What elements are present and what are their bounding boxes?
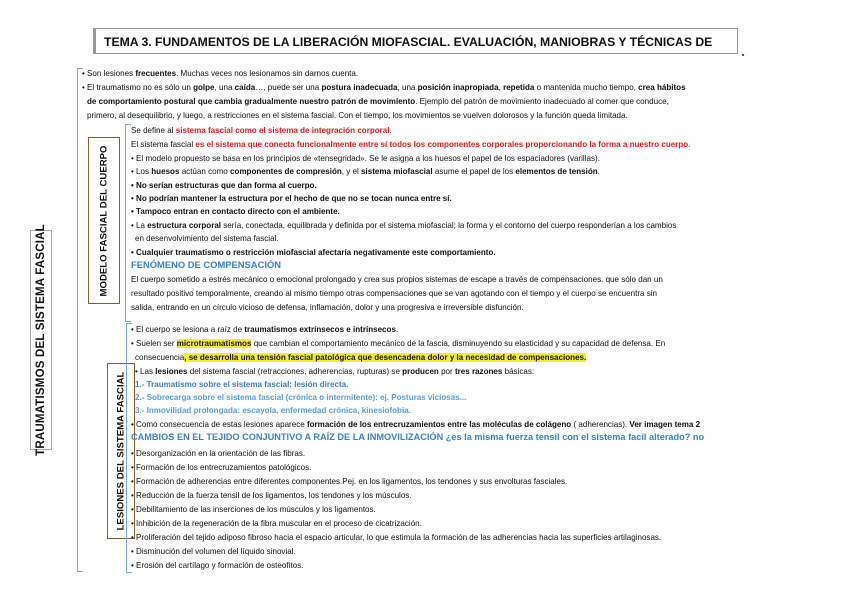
- lesions-line-8: • Como consecuencia de estas lesiones aparece formación de los entrecruzamientos entre las moléculas de colágeno ( adherencias). Ver imagen tema 2: [131, 420, 701, 429]
- side-label-box: [30, 224, 52, 456]
- lesions-line-3: consecuencia, se desarrolla una tensión fascial patológica que desencadena dolor y la necesidad de compensaciones.: [135, 353, 587, 362]
- model-section-label: MODELO FASCIAL DEL CUERPO: [98, 144, 110, 297]
- intro-line-1: • Son lesiones frecuentes. Muchas veces nos lesionamos sin darnos cuenta.: [82, 69, 359, 78]
- model-line-10: • Cualquier traumatismo o restricción miofascial afectaría negativamente este comportamiento.: [131, 248, 496, 257]
- change-item-4: • Reducción de la fuerza tensil de los ligamentos, los tendones y los músculos.: [131, 491, 412, 500]
- lesions-section-label: LESIONES DEL SISTEMA FASCIAL: [115, 371, 127, 531]
- model-section-label-box: [88, 137, 120, 304]
- compensation-heading: FENÓMENO DE COMPENSACIÓN: [131, 259, 282, 270]
- change-item-2: • Formación de los entrecruzamientos patológicos.: [131, 463, 312, 472]
- model-line-6: • No podrían mantener la estructura por el hecho de que no se tocan nunca entre sí.: [131, 194, 452, 203]
- changes-heading: CAMBIOS EN EL TEJIDO CONJUNTIVO A RAÍZ DE LA INMOVILIZACIÓN ¿es la misma fuerza tensil con el sistema facil alterado? no: [131, 432, 705, 442]
- model-line-14: salida, entrando en un círculo vicioso de defensa, inflamación, dolor y una progresiva e irreversible disfunción.: [131, 303, 524, 312]
- model-line-5: • No serían estructuras que dan forma al cuerpo.: [131, 181, 317, 190]
- change-item-8: • Disminución del volumen del líquido sinovial.: [131, 547, 296, 556]
- side-label: TRAUMATISMOS DEL SISTEMA FASCIAL: [35, 224, 47, 456]
- model-line-2: El sistema fascial es el sistema que conecta funcionalmente entre sí todos los componentes corporales proporcionando la forma a nuestro cuerpo.: [131, 140, 691, 149]
- intro-line-4: primero, al desequilibrio, y luego, a restricciones en el sistema fascial. Con el tiempo, los movimientos se vuelven dolorosos y la función queda limitada.: [87, 111, 628, 120]
- model-line-13: resultado positivo temporalmente, creando al mismo tiempo otras compensaciones que se van agotando con el tiempo y el cuerpo se encuentra sin: [131, 289, 658, 298]
- outer-brace: [77, 68, 83, 572]
- change-item-3: • Formación de adherencias entre diferentes componentes.Pej. en los ligamentos, los tendones y sus envolturas fasciales.: [131, 477, 568, 486]
- reason-1: 1.- Traumatismo sobre el sistema fascial: lesión directa.: [135, 380, 349, 389]
- model-line-8: • La estructura corporal sería, conectada, equilibrada y definida por el sistema miofascial; la forma y el contorno del cuerpo responderían a los cambios: [131, 221, 677, 230]
- reason-3: 3.- Inmovilidad prolongada: escayola, enfermedad crónica, kinesiofobia.: [135, 406, 411, 415]
- change-item-7: • Proliferación del tejido adiposo fibroso hacia el espacio articular, lo que estimula la formación de las adherencias hacia las superficies artilaginosas.: [131, 533, 662, 542]
- intro-line-2: • El traumatismo no es sólo un golpe, una caída…, puede ser una postura inadecuada, una posición inapropiada, repetida o mantenida mucho tiempo, crea hábitos: [82, 83, 686, 92]
- lesions-line-2: • Suelen ser microtraumatismos que cambian el comportamiento mecánico de la fascia, disminuyendo su elasticidad y su capacidad de defensa. En: [131, 339, 666, 348]
- change-item-6: • Inhibición de la regeneración de la fibra muscular en el proceso de cicatrización.: [131, 519, 422, 528]
- lesions-line-4: • Las lesiones del sistema fascial (retracciones, adherencias, rupturas) se producen por tres razones básicas:: [135, 367, 535, 376]
- model-line-7: • Tampoco entran en contacto directo con el ambiente.: [131, 207, 340, 216]
- change-item-9: • Erosión del cartílago y formación de osteofitos.: [131, 561, 304, 570]
- change-item-5: • Debilitamiento de las inserciones de los músculos y los ligamentos.: [131, 505, 376, 514]
- model-line-4: • Los huesos actúan como componentes de compresión, y el sistema miofascial asume el papel de los elementos de tensión.: [131, 167, 600, 176]
- model-line-1: Se define al sistema fascial como el sistema de integración corporal.: [131, 126, 392, 135]
- title-box: [93, 28, 738, 54]
- intro-line-3: de comportamiento postural que cambia gradualmente nuestro patrón de movimiento. Ejemplo del patrón de movimiento inadecuado al comer que conduce,: [87, 97, 669, 106]
- lesions-line-1: • El cuerpo se lesiona a raíz de traumatismos extrínsecos e intrínsecos.: [131, 325, 399, 334]
- model-line-12: El cuerpo sometido a estrés mecánico o emocional prolongado y crea sus propios sistemas de escape a través de compensaciones. que sólo dan un: [131, 275, 663, 284]
- decorative-mark: [742, 54, 744, 56]
- model-line-9: en desenvolvimiento del sistema fascial.: [135, 234, 279, 243]
- page-title: TEMA 3. FUNDAMENTOS DE LA LIBERACIÓN MIOFASCIAL. EVALUACIÓN, MANIOBRAS Y TÉCNICAS DE: [104, 35, 713, 49]
- reason-2: 2.- Sobrecarga sobre el sistema fascial (crónica o intermitente): ej. Posturas viciosas...: [135, 393, 467, 402]
- change-item-1: • Desorganización en la orientación de las fibras.: [131, 449, 306, 458]
- model-line-3: • El modelo propuesto se basa en los principios de «tensegridad». Se le asigna a los huesos el papel de los espaciadores (varillas).: [131, 154, 600, 163]
